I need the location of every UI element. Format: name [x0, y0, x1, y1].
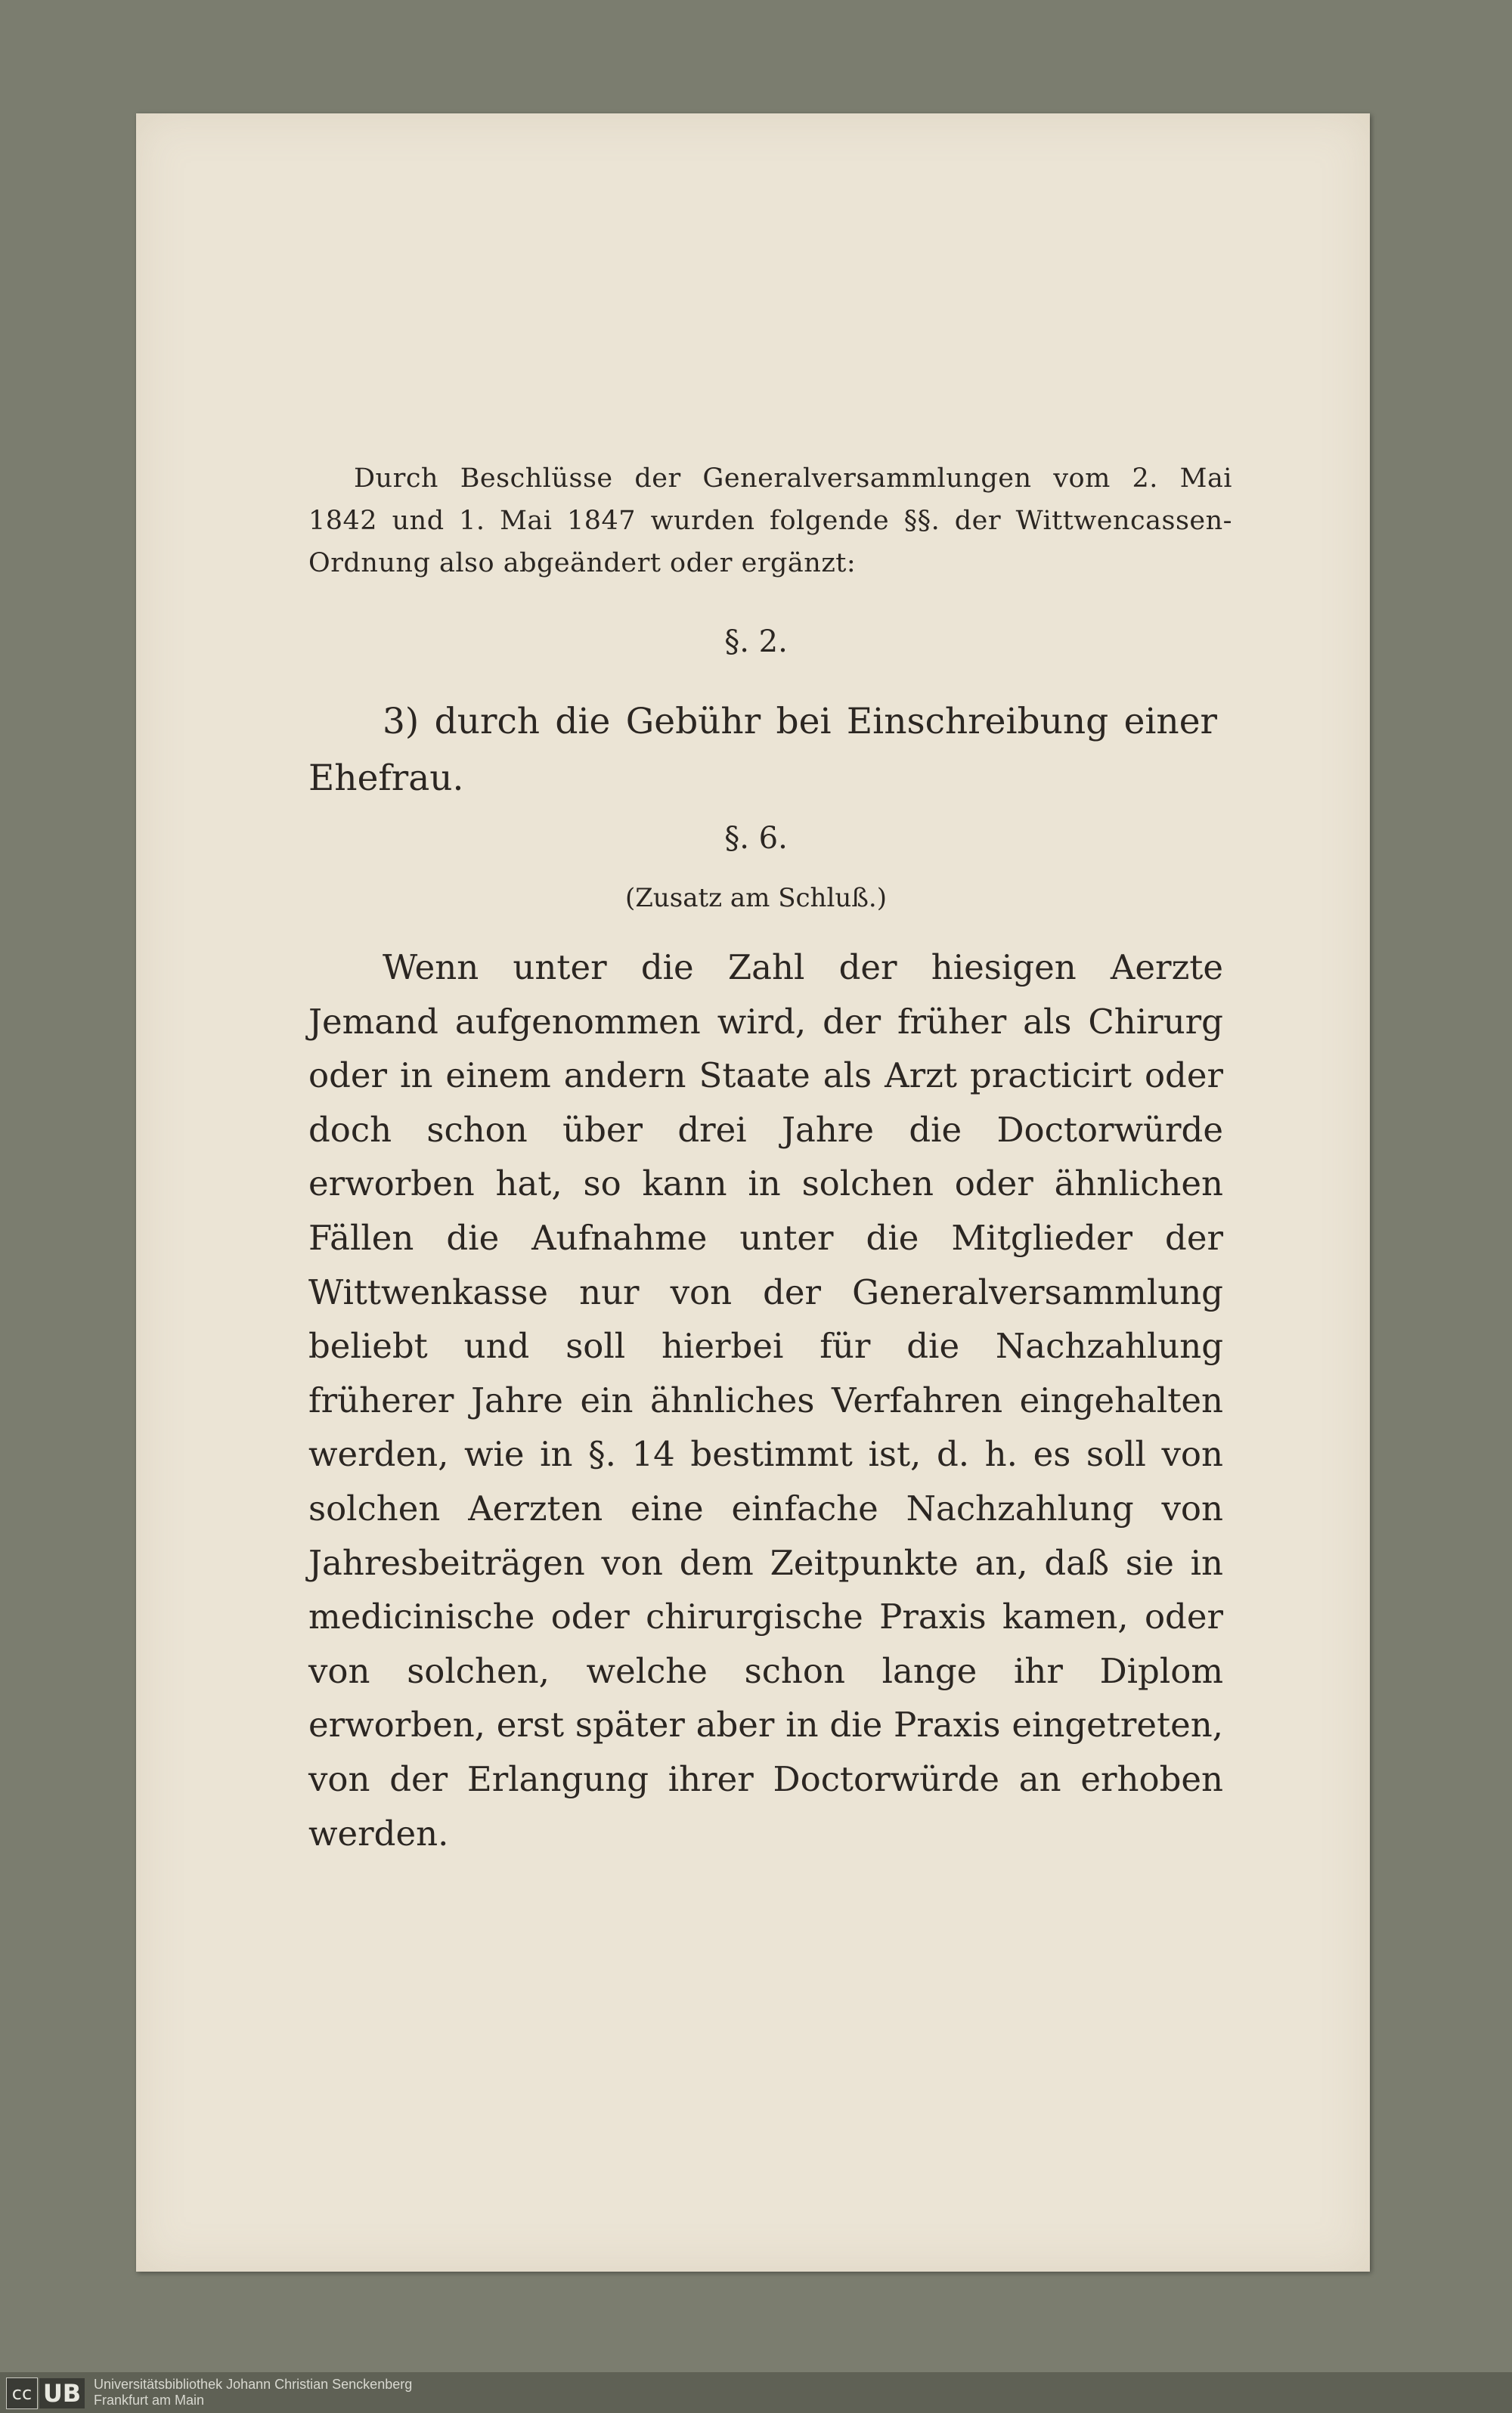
footer-bar	[0, 2372, 1512, 2413]
section-heading-2: §. 2.	[724, 624, 788, 659]
institution-line-1: Universitätsbibliothek Johann Christian Senckenberg	[94, 2377, 413, 2392]
creative-commons-icon: cc	[6, 2377, 38, 2409]
section-heading-6: §. 6.	[724, 821, 788, 856]
library-logo	[6, 2378, 85, 2408]
section-6-paragraph: Wenn unter die Zahl der hiesigen Aerzte Jemand aufgenommen wird, der früher als Chirurg oder in einem andern Staate als Arzt practicirt oder doch schon über drei Jahre die Doctorwürde erworben hat, so kann in solchen oder ähnlichen Fällen die Aufnahme unter die Mitglieder der Wittwenkasse nur von der Generalversammlung beliebt und soll hierbei für die Nachzahlung früherer Jahre ein ähnliches Verfahren eingehalten werden, wie in §. 14 bestimmt ist, d. h. es soll von solchen Aerzten eine einfache Nachzahlung von Jahresbeiträgen von dem Zeitpunkte an, daß sie in medicinische oder chirurgische Praxis kamen, oder von solchen, welche schon lange ihr Diplom erworben, erst später aber in die Praxis eingetreten, von der Erlangung ihrer Doctorwürde an erhoben werden.	[308, 947, 1223, 1854]
section-subheading: (Zusatz am Schluß.)	[625, 883, 887, 913]
section-2-paragraph: 3) durch die Gebühr bei Einschreibung einer Ehefrau.	[308, 701, 1217, 799]
institution-line-2: Frankfurt am Main	[94, 2393, 205, 2408]
institution-name	[94, 2377, 412, 2408]
intro-paragraph: Durch Beschlüsse der Generalversammlungen vom 2. Mai 1842 und 1. Mai 1847 wurden folgende §§. der Wittwencassen-Ordnung also abgeändert oder ergänzt:	[308, 463, 1232, 578]
ub-logo-text: UB	[39, 2378, 85, 2408]
